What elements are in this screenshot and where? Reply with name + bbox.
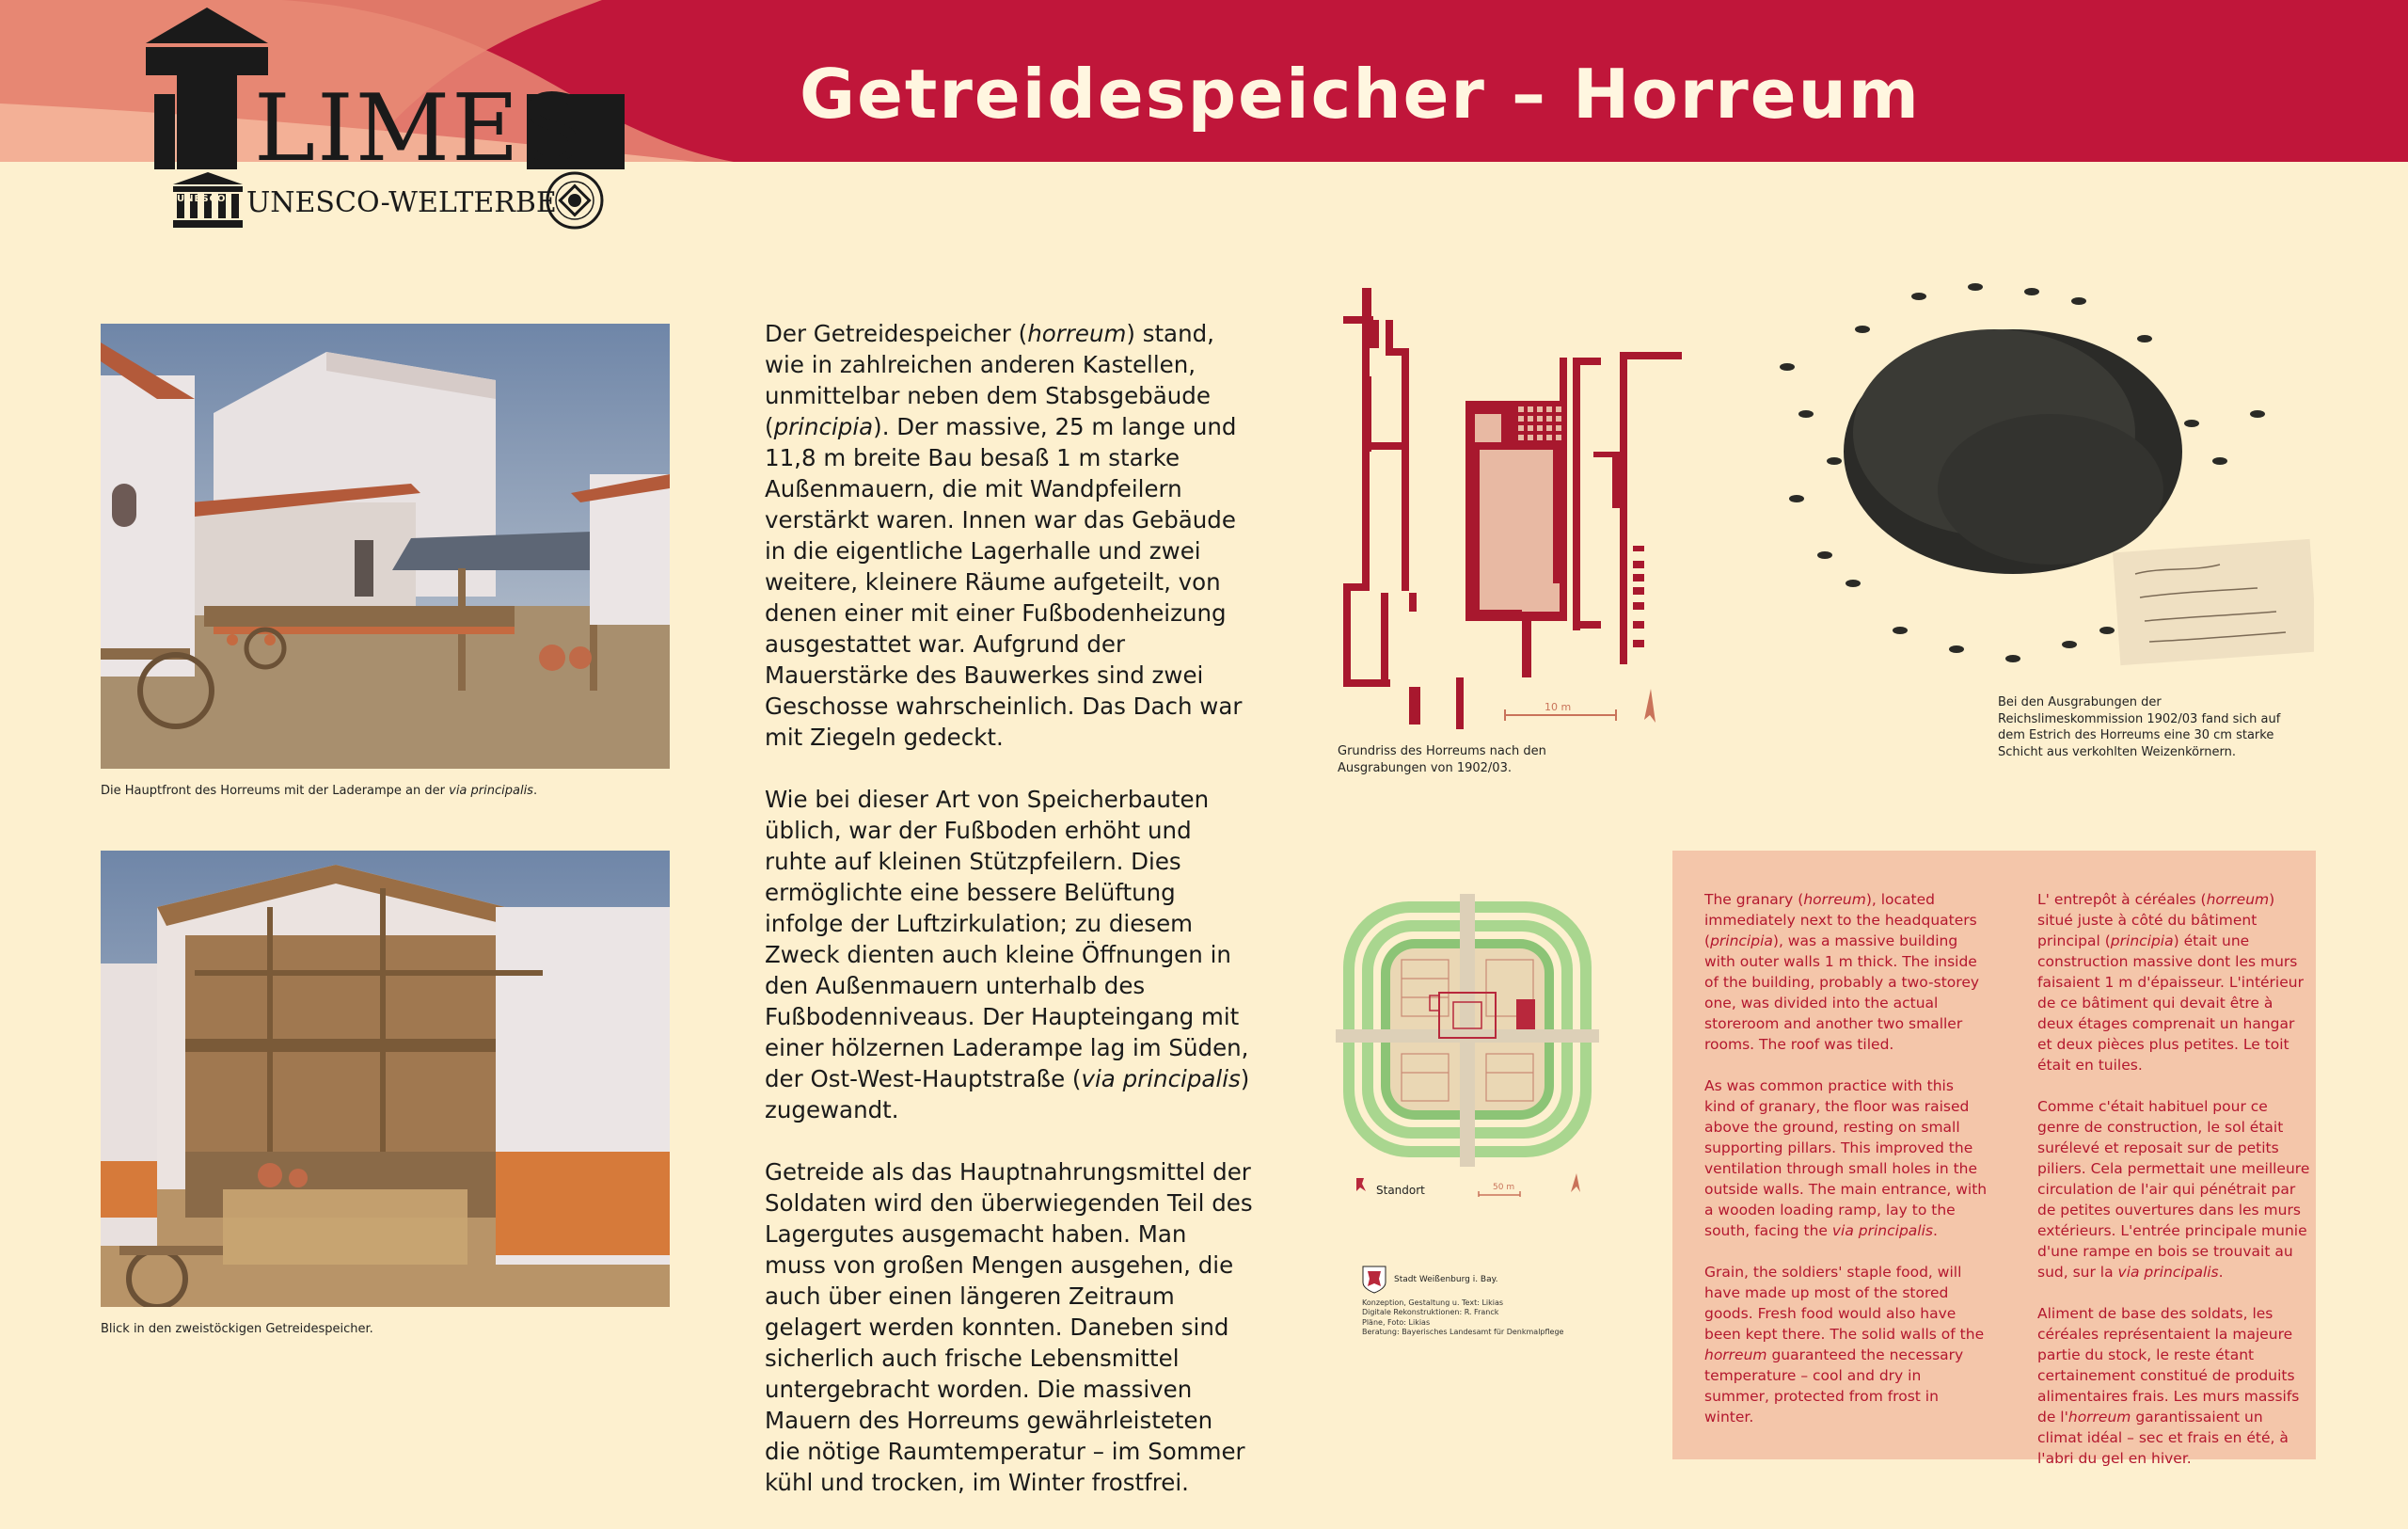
top-photo-caption: Die Hauptfront des Horreums mit der Laderampe an der via principalis. <box>101 784 538 798</box>
horreum-floor-plan <box>1334 282 1691 734</box>
floorplan-scale-label: 10 m <box>1545 701 1572 713</box>
fort-location-map <box>1336 894 1599 1167</box>
credits-block: Konzeption, Gestaltung u. Text: Likias Digitale Rekonstruktionen: R. Franck Pläne, Foto: Likias Beratung: Bayerisches Landesamt für Denkmalpflege <box>1362 1298 1564 1337</box>
grain-caption: Bei den Ausgrabungen der Reichslimeskommission 1902/03 fand sich auf dem Estrich des Horreums eine 30 cm starke Schicht aus verkohlten Weizenkörnern. <box>1998 695 2281 759</box>
main-paragraph-2: Wie bei dieser Art von Speicherbauten üblich, war der Fußboden erhöht und ruhte auf kleinen Stützpfeilern. Dies ermöglichte eine bessere Belüftung infolge der Luftzirkulation; zu diesem Zweck dienten auch kleine Öffnungen in den Außenmauern unterhalb des Fußbodenniveaus. Der Haupteingang mit einer hölzernen Laderampe lag im Süden, der Ost-West-Hauptstraße (via principalis) zugewandt. <box>765 786 1250 1123</box>
unesco-welterbe-label: UNESCO-WELTERBE <box>246 186 557 219</box>
north-arrow-icon <box>1567 1171 1584 1194</box>
fort-scale-label: 50 m <box>1493 1183 1515 1192</box>
english-paragraph-2: As was common practice with this kind of granary, the floor was raised above the ground, resting on small supporting pillars. This improved the ventilation through small holes in the outside walls. The main entrance, with a wooden loading ramp, lay to the south, facing the via principalis. <box>1704 1077 1988 1239</box>
logo-wordmark: LIMES <box>254 75 586 183</box>
charred-wheat-grains-image <box>1768 273 2314 687</box>
english-translation <box>1704 889 1988 1448</box>
floorplan-caption: Grundriss des Horreums nach den Ausgrabungen von 1902/03. <box>1338 744 1546 775</box>
english-paragraph-3: Grain, the soldiers' staple food, will have made up most of the stored goods. Fresh food would also have been kept there. The solid walls of the horreum guaranteed the necessary temperature – cool and dry in summer, protected from frost in winter. <box>1704 1264 1985 1425</box>
horreum-front-reconstruction-image <box>101 324 670 769</box>
french-translation <box>2037 889 2310 1489</box>
world-heritage-emblem-icon <box>546 171 604 230</box>
bottom-photo-caption: Blick in den zweistöckigen Getreidespeicher. <box>101 1322 373 1336</box>
french-paragraph-1: L' entrepôt à céréales (horreum) situé juste à côté du bâtiment principal (principia) était une construction massive dont les murs faisaient 1 m d'épaisseur. L'intérieur de ce bâtiment qui devait être à deux étages comprenait un hangar et deux pièces plus petites. Le toit était en tuiles. <box>2037 891 2304 1074</box>
main-paragraph-3: Getreide als das Hauptnahrungsmittel der Soldaten wird den überwiegenden Teil des Lagergutes ausgemacht haben. Man muss von großen Mengen ausgehen, die auch über einen längeren Zeitraum gelagert werden konnten. Daneben sind sicherlich auch frische Lebensmittel untergebracht worden. Die massiven Mauern des Horreums gewährleisteten die nötige Raumtemperatur – im Sommer kühl und trocken, im Winter frostfrei. <box>765 1158 1253 1496</box>
page-title: Getreidespeicher – Horreum <box>800 55 1921 134</box>
fort-location-label: Standort <box>1376 1184 1425 1197</box>
unesco-box-text: UNESCO <box>177 194 227 204</box>
horreum-location-marker <box>1516 999 1535 1029</box>
english-paragraph-1: The granary (horreum), located immediately next to the headquaters (principia), was a massive building with outer walls 1 m thick. The inside of the building, probably a two-storey one, was divided into the actual storeroom and another two smaller rooms. The roof was tiled. <box>1704 891 1980 1053</box>
location-pin-icon <box>1354 1176 1368 1193</box>
weissenburg-coat-of-arms-icon <box>1362 1266 1386 1294</box>
main-paragraph-1: Der Getreidespeicher (horreum) stand, wie in zahlreichen anderen Kastellen, unmittelbar neben dem Stabsgebäude (principia). Der massive, 25 m lange und 11,8 m breite Bau besaß 1 m starke Außenmauern, die mit Wandpfeilern verstärkt waren. Innen war das Gebäude in die eigentliche Lagerhalle und zwei weitere, kleinere Räume aufgeteilt, von denen einer mit einer Fußbodenheizung ausgestattet war. Aufgrund der Mauerstärke des Bauwerkes sind zwei Geschosse wahrscheinlich. Das Dach war mit Ziegeln gedeckt. <box>765 320 1243 751</box>
north-arrow-icon <box>1644 689 1656 723</box>
french-paragraph-3: Aliment de base des soldats, les céréales représentaient la majeure partie du stock, le reste étant certainement constitué de produits alimentaires frais. Les murs massifs de l'horreum garantissaient un climat idéal – sec et frais en été, à l'abri du gel en hiver. <box>2037 1305 2300 1467</box>
horreum-cutaway-reconstruction-image <box>101 851 670 1307</box>
main-german-text <box>765 318 1254 1529</box>
french-paragraph-2: Comme c'était habituel pour ce genre de construction, le sol était surélevé et reposait sur de petits piliers. Cela permettait une meilleure circulation de l'air qui pénétrait par de petites ouvertures dans les murs extérieurs. L'entrée principale munie d'une rampe en bois se trouvait au sud, sur la via principalis. <box>2037 1098 2310 1281</box>
credits-town: Stadt Weißenburg i. Bay. <box>1394 1275 1498 1284</box>
